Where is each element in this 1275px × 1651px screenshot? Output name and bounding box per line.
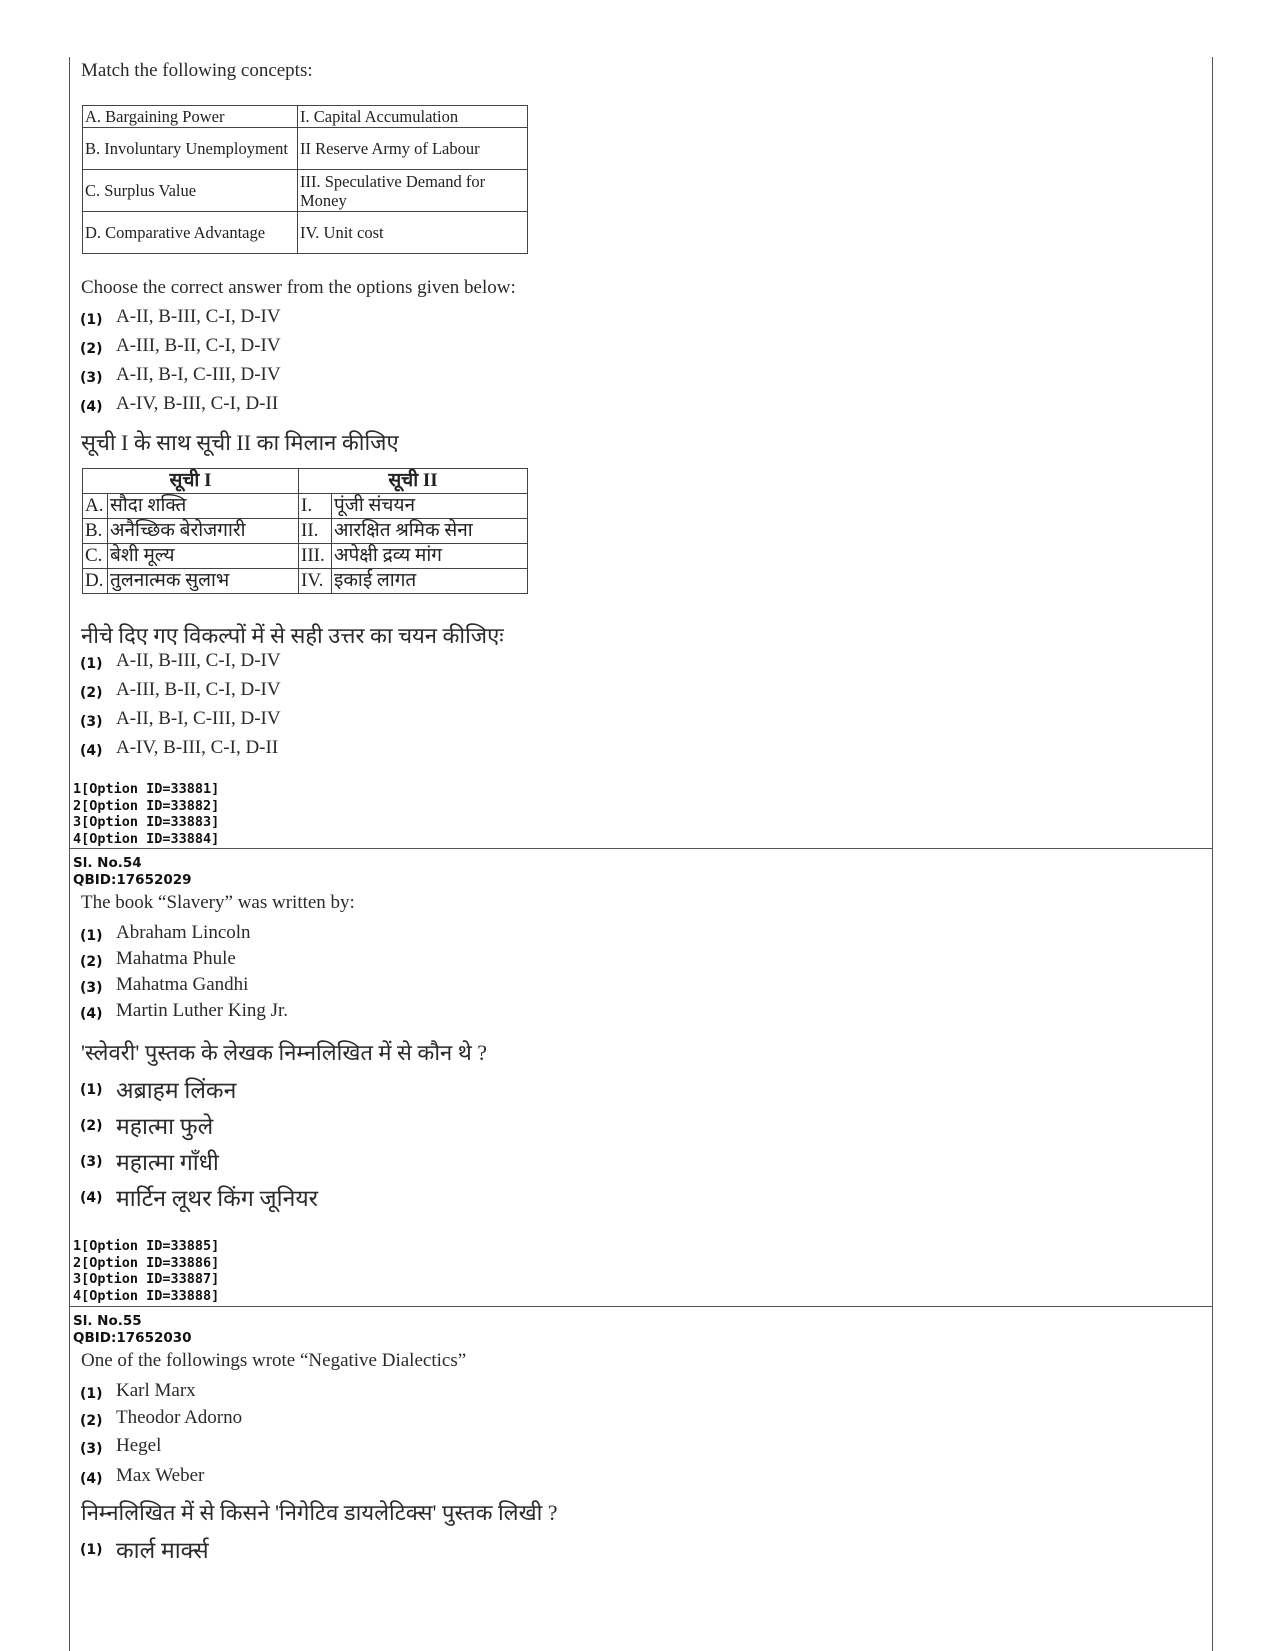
option-text: A-IV, B-III, C-I, D-II — [116, 393, 279, 414]
page-right-border — [1212, 57, 1213, 1651]
option-id-list — [73, 1238, 219, 1304]
option-text: A-II, B-III, C-I, D-IV — [116, 306, 281, 327]
option-text: कार्ल मार्क्स — [116, 1538, 209, 1563]
option-number: (3) — [80, 1441, 103, 1457]
question-stem-english: Match the following concepts: — [81, 60, 313, 81]
table-cell: IV. — [299, 569, 332, 594]
table-cell: बेशी मूल्य — [108, 544, 299, 569]
option-number: (2) — [80, 954, 103, 970]
option-id: 3[Option ID=33883] — [73, 814, 220, 830]
option-text: Karl Marx — [116, 1380, 196, 1401]
table-cell: C. — [83, 544, 108, 569]
table-cell: A. Bargaining Power — [83, 106, 298, 128]
option-number: (4) — [80, 1471, 103, 1487]
question-stem-hindi: 'स्लेवरी' पुस्तक के लेखक निम्नलिखित में से कौन थे ? — [81, 1040, 488, 1065]
option-number: (3) — [80, 714, 103, 730]
option-number: (4) — [80, 1190, 103, 1206]
option-id: 2[Option ID=33882] — [73, 797, 220, 814]
option-text: Theodor Adorno — [116, 1407, 243, 1428]
option-number: (3) — [80, 980, 103, 996]
table-cell: I. — [299, 494, 332, 519]
option-text: Hegel — [116, 1435, 162, 1456]
question-header — [73, 855, 192, 888]
option-text: A-III, B-II, C-I, D-IV — [116, 335, 281, 356]
option-number: (1) — [80, 928, 103, 944]
option-text: महात्मा गाँधी — [116, 1150, 219, 1175]
table-cell: III. — [299, 544, 332, 569]
option-id: 4[Option ID=33884] — [73, 830, 220, 847]
question-stem-hindi: निम्नलिखित में से किसने 'निगेटिव डायलेटिक्स' पुस्तक लिखी ? — [81, 1500, 558, 1525]
option-text: Mahatma Phule — [116, 948, 236, 969]
table-cell: A. — [83, 494, 108, 519]
table-header: सूची I — [83, 469, 299, 494]
option-text: A-III, B-II, C-I, D-IV — [116, 679, 281, 700]
match-table-hindi — [82, 468, 528, 594]
qbid: QBID:17652029 — [73, 871, 192, 888]
option-id: 4[Option ID=33888] — [73, 1287, 220, 1304]
option-number: (3) — [80, 370, 103, 386]
option-number: (2) — [80, 1118, 103, 1134]
table-cell: IV. Unit cost — [298, 212, 528, 254]
option-text: मार्टिन लूथर किंग जूनियर — [116, 1186, 319, 1211]
table-cell: B. Involuntary Unemployment — [83, 128, 298, 170]
table-cell: आरक्षित श्रमिक सेना — [332, 519, 528, 544]
option-text: Martin Luther King Jr. — [116, 1000, 289, 1021]
question-stem-hindi: सूची I के साथ सूची II का मिलान कीजिए — [81, 430, 399, 455]
option-text: A-II, B-III, C-I, D-IV — [116, 650, 281, 671]
option-number: (3) — [80, 1154, 103, 1170]
option-text: महात्मा फुले — [116, 1114, 214, 1139]
option-text: Abraham Lincoln — [116, 922, 251, 943]
option-number: (2) — [80, 1413, 103, 1429]
option-id: 2[Option ID=33886] — [73, 1254, 220, 1271]
page-left-border — [69, 57, 70, 1651]
question-stem-english: One of the followings wrote “Negative Dialectics” — [81, 1350, 467, 1371]
table-header: सूची II — [299, 469, 528, 494]
table-cell: II. — [299, 519, 332, 544]
question-separator — [69, 848, 1213, 849]
option-id: 1[Option ID=33881] — [73, 781, 220, 797]
option-text: अब्राहम लिंकन — [116, 1078, 237, 1103]
table-cell: III. Speculative Demand for Money — [298, 170, 528, 212]
table-cell: तुलनात्मक सुलाभ — [108, 569, 299, 594]
option-number: (2) — [80, 341, 103, 357]
table-cell: I. Capital Accumulation — [298, 106, 528, 128]
serial-number: Sl. No.54 — [73, 855, 142, 871]
qbid: QBID:17652030 — [73, 1329, 192, 1346]
match-table-english — [82, 105, 528, 254]
choose-instruction-hindi: नीचे दिए गए विकल्पों में से सही उत्तर का चयन कीजिएः — [81, 623, 504, 648]
table-cell: D. Comparative Advantage — [83, 212, 298, 254]
table-cell: पूंजी संचयन — [332, 494, 528, 519]
table-cell: सौदा शक्ति — [108, 494, 299, 519]
option-number: (1) — [80, 1386, 103, 1402]
option-id: 1[Option ID=33885] — [73, 1238, 220, 1254]
option-number: (4) — [80, 399, 103, 415]
table-cell: अपेक्षी द्रव्य मांग — [332, 544, 528, 569]
choose-instruction-english: Choose the correct answer from the options given below: — [81, 277, 516, 298]
question-header — [73, 1313, 192, 1346]
option-text: A-II, B-I, C-III, D-IV — [116, 708, 281, 729]
option-text: A-IV, B-III, C-I, D-II — [116, 737, 279, 758]
option-number: (1) — [80, 1542, 103, 1558]
table-cell: इकाई लागत — [332, 569, 528, 594]
option-number: (1) — [80, 312, 103, 328]
option-number: (1) — [80, 656, 103, 672]
table-cell: D. — [83, 569, 108, 594]
option-number: (4) — [80, 743, 103, 759]
question-stem-english: The book “Slavery” was written by: — [81, 892, 355, 913]
option-number: (2) — [80, 685, 103, 701]
option-text: A-II, B-I, C-III, D-IV — [116, 364, 281, 385]
table-cell: II Reserve Army of Labour — [298, 128, 528, 170]
serial-number: Sl. No.55 — [73, 1313, 142, 1329]
option-number: (1) — [80, 1082, 103, 1098]
option-text: Max Weber — [116, 1465, 205, 1486]
table-cell: अनैच्छिक बेरोजगारी — [108, 519, 299, 544]
option-text: Mahatma Gandhi — [116, 974, 249, 995]
question-separator — [69, 1306, 1213, 1307]
option-id: 3[Option ID=33887] — [73, 1271, 220, 1287]
table-cell: C. Surplus Value — [83, 170, 298, 212]
option-id-list — [73, 781, 219, 847]
option-number: (4) — [80, 1006, 103, 1022]
table-cell: B. — [83, 519, 108, 544]
